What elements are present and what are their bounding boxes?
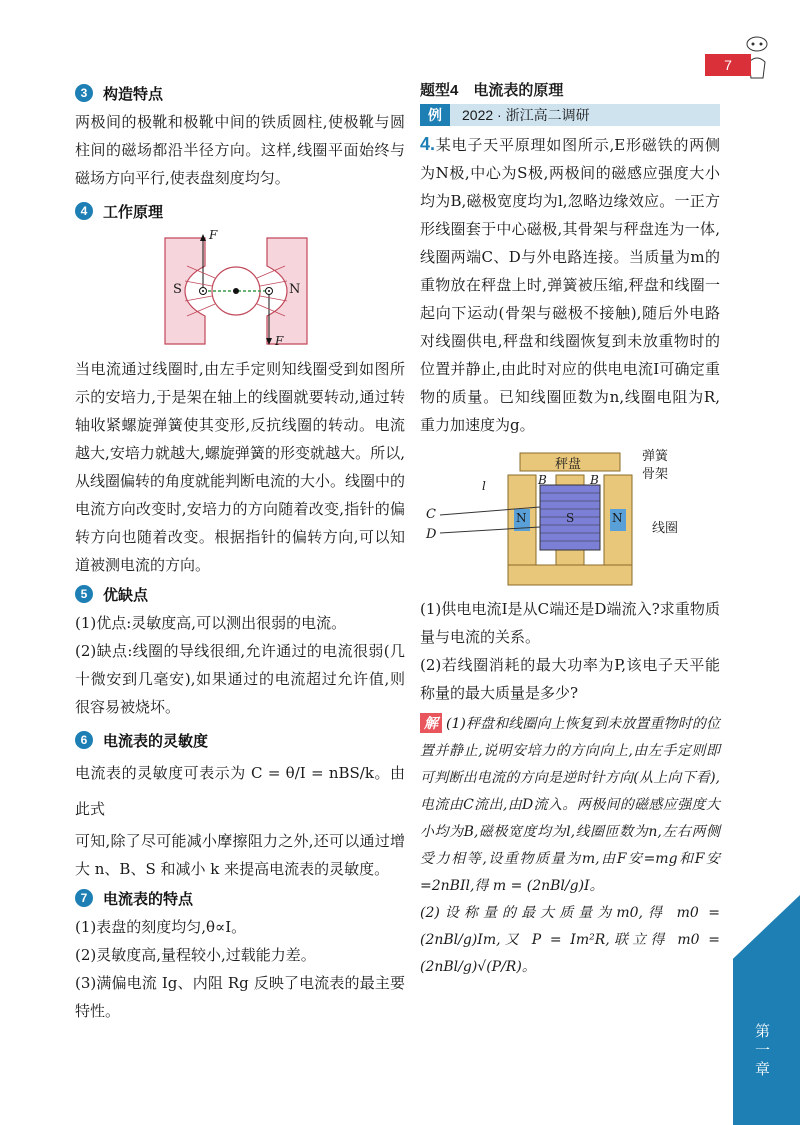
pole-n-label: N [289,282,301,297]
force-label-bottom: F [275,334,284,348]
spring-label: 弹簧 [642,449,669,464]
section-7-item: (1)表盘的刻度均匀,θ∝I。 [75,918,247,936]
terminal-c-label: C [426,507,436,522]
field-b-label-1: B [538,473,547,487]
pole-n-right-label: N [612,511,623,525]
solution-1 [420,711,720,900]
section-6-text-2: 可知,除了尽可能减小摩擦阻力之外,还可以通过增大 n、B、S 和减小 k 来提高电流表的灵敏度。 [75,832,405,878]
chapter-tab [733,1010,800,1125]
solution-tag: 解 [420,713,442,733]
example-bar [420,104,720,126]
section-number: 4 [75,202,93,220]
coil-label: 线圈 [652,521,679,536]
frame-label: 骨架 [642,467,669,482]
chapter-label: 第一章 [755,1023,771,1078]
section-number: 5 [75,585,93,603]
balance-figure [420,445,720,595]
section-3-head [75,78,405,108]
section-title: 电流表的特点 [103,890,194,908]
section-7-item: (2)灵敏度高,量程较小,过载能力差。 [75,946,316,964]
section-6-head [75,725,405,755]
pole-s-label: S [173,282,182,297]
section-5-item: (1)优点:灵敏度高,可以测出很弱的电流。 [75,614,347,632]
width-l-label: l [482,479,486,493]
galvanometer-figure [75,226,405,351]
chapter-band [733,895,800,1011]
force-label-top: F [209,228,218,242]
section-7-item: (3)满偏电流 Ig、内阻 Rg 反映了电流表的最主要特性。 [75,974,405,1020]
section-3-text: 两极间的极靴和极靴中间的铁质圆柱,使极靴与圆柱间的磁场都沿半径方向。这样,线圈平面始终与磁场方向平行,使表盘刻度均匀。 [75,113,405,187]
right-column [420,78,720,981]
solution-2: (2)设称量的最大质量为m0,得 m0 = (2nBl/g)Im,又 P = Im²R,联立得 m0 = (2nBl/g)√(P/R)。 [420,905,720,975]
question-text [420,130,720,439]
terminal-d-label: D [426,527,437,542]
section-title: 优缺点 [103,586,149,604]
pole-s-center-label: S [566,511,575,525]
pan-label: 秤盘 [555,457,582,472]
page-number: 7 [705,54,751,76]
section-number: 7 [75,889,93,907]
section-7-head [75,883,405,913]
subquestion-1: (1)供电电流I是从C端还是D端流入?求重物质量与电流的关系。 [420,600,720,646]
section-title: 电流表的灵敏度 [103,732,209,750]
example-tag: 例 [420,104,450,126]
solution-1-text: (1)秤盘和线圈向上恢复到未放置重物时的位置并静止,说明安培力的方向向上,由左手定则即可判断出电流的方向是逆时针方向(从上向下看),电流由C流出,由D流入。两极间的磁感应强度大小均为B,磁极宽度均为l,线圈匝数为n,左右两侧受力相等,设重物质量为m,由F安=mg和F安=2nBIl,得 m = (2nBl/g)I。 [420,716,720,894]
question-type-title: 题型4 电流表的原理 [420,82,564,99]
section-title: 工作原理 [103,203,164,221]
section-number: 6 [75,731,93,749]
subquestion-2: (2)若线圈消耗的最大功率为P,该电子天平能称量的最大质量是多少? [420,656,720,702]
question-body: 某电子天平原理如图所示,E形磁铁的两侧为N极,中心为S极,两极间的磁感应强度大小均为B,磁极宽度均为l,忽略边缘效应。一正方形线圈套于中心磁极,其骨架与秤盘连为一体,线圈两端C、D与外电路连接。当质量为m的重物放在秤盘上时,弹簧被压缩,秤盘和线圈一起向下运动(骨架与磁极不接触),随后外电路对线圈供电,秤盘和线圈恢复到未放重物时的位置并静止,由此时对应的供电电流I可确定重物的质量。已知线圈匝数为n,线圈电阻为R,重力加速度为g。 [420,136,720,434]
question-number: 4. [420,134,436,154]
left-column [75,78,405,1025]
section-5-head [75,579,405,609]
section-4-text: 当电流通过线圈时,由左手定则知线圈受到如图所示的安培力,于是架在轴上的线圈就要转动,通过转轴收紧螺旋弹簧使其变形,反抗线圈的转动。电流越大,安培力就越大,螺旋弹簧的形变就越大。所以,从线圈偏转的角度就能判断电流的大小。线圈中的电流方向改变时,安培力的方向随着改变,指针的偏转方向也随着改变。根据指针的偏转方向,可以知道被测电流的方向。 [75,360,406,574]
pole-n-left-label: N [516,511,527,525]
section-4-head [75,196,405,226]
section-6-text-1: 电流表的灵敏度可表示为 C = θ/I = nBS/k。由此式 [75,764,405,818]
field-b-label-2: B [590,473,599,487]
section-title: 构造特点 [103,85,164,103]
section-5-item: (2)缺点:线圈的导线很细,允许通过的电流很弱(几十微安到几毫安),如果通过的电流超过允许值,则很容易被烧坏。 [75,642,405,716]
example-source: 2022 · 浙江高二调研 [462,107,590,123]
section-number: 3 [75,84,93,102]
